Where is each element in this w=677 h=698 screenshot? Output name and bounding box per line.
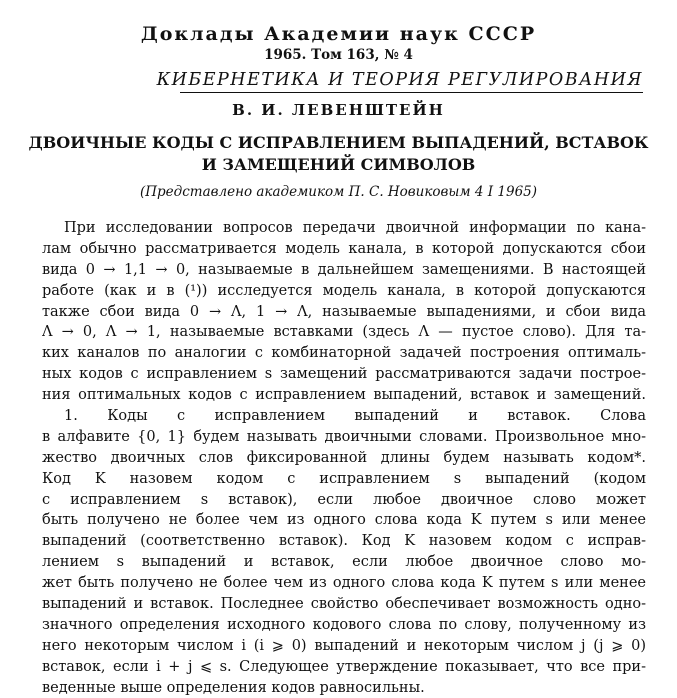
body-line: При исследовании вопросов передачи двоичной информации по кана-	[64, 220, 646, 236]
body-line: выпадений (соответственно вставок). Код K назовем кодом с исправ-	[42, 533, 646, 550]
body-line: Код K назовем кодом с исправлением s выпадений (кодом	[42, 470, 646, 487]
body-line: Λ → 0, Λ → 1, называемые вставками (здесь Λ — пустое слово). Для та-	[42, 324, 646, 341]
article-body	[42, 218, 646, 698]
body-line: вставок, если i + j ⩽ s. Следующее утверждение показывает, что все при-	[42, 658, 646, 675]
body-line: с исправлением s вставок), если любое двоичное слово может	[42, 491, 646, 508]
article-title-line-2: И ЗАМЕЩЕНИЙ СИМВОЛОВ	[201, 155, 476, 174]
body-line: выпадений и вставок. Последнее свойство обеспечивает возможность одно-	[42, 596, 646, 613]
section-title: КИБЕРНЕТИКА И ТЕОРИЯ РЕГУЛИРОВАНИЯ	[156, 70, 643, 90]
body-line: лением s выпадений и вставок, если любое двоичное слово мо-	[42, 554, 646, 571]
journal-title: Доклады Академии наук СССР	[140, 23, 537, 45]
body-line: жество двоичных слов фиксированной длины будем называть кодом*.	[42, 449, 646, 466]
section-rule	[180, 92, 643, 93]
body-line: жет быть получено не более чем из одного слова кода K путем s или менее	[42, 575, 646, 592]
body-line: ния оптимальных кодов с исправлением выпадений, вставок и замещений.	[42, 387, 646, 404]
body-line: 1. Коды с исправлением выпадений и вставок. Слова	[64, 408, 646, 425]
body-line: также сбои вида 0 → Λ, 1 → Λ, называемые выпадениями, и сбои вида	[42, 303, 646, 320]
body-line: ких каналов по аналогии с комбинаторной задачей построения оптималь-	[42, 345, 646, 362]
body-line: ных кодов с исправлением s замещений рассматриваются задачи построе-	[42, 366, 646, 383]
journal-issue: 1965. Том 163, № 4	[264, 47, 413, 63]
section-header	[156, 70, 643, 93]
body-line: лам обычно рассматривается модель канала, в которой допускаются сбои	[42, 240, 646, 257]
body-line: него некоторым числом i (i ⩾ 0) выпадений и некоторым числом j (j ⩾ 0)	[42, 637, 646, 654]
body-line: работе (как и в (¹)) исследуется модель канала, в которой допускаются	[42, 282, 646, 299]
article-title	[20, 132, 657, 176]
presented-by: (Представлено академиком П. С. Новиковым 4 I 1965)	[139, 184, 538, 200]
body-line: значного определения исходного кодового слова по слову, полученному из	[42, 616, 646, 633]
article-author: В. И. ЛЕВЕНШТЕЙН	[232, 101, 445, 119]
article-title-line-1: ДВОИЧНЫЕ КОДЫ С ИСПРАВЛЕНИЕМ ВЫПАДЕНИЙ, ВСТАВОК	[28, 133, 649, 152]
body-line: в алфавите {0, 1} будем называть двоичными словами. Произвольное мно-	[42, 428, 646, 445]
body-line: вида 0 → 1,1 → 0, называемые в дальнейшем замещениями. В настоящей	[42, 261, 646, 278]
body-line: веденные выше определения кодов равносильны.	[42, 679, 425, 696]
body-line: быть получено не более чем из одного слова кода K путем s или менее	[42, 512, 646, 529]
